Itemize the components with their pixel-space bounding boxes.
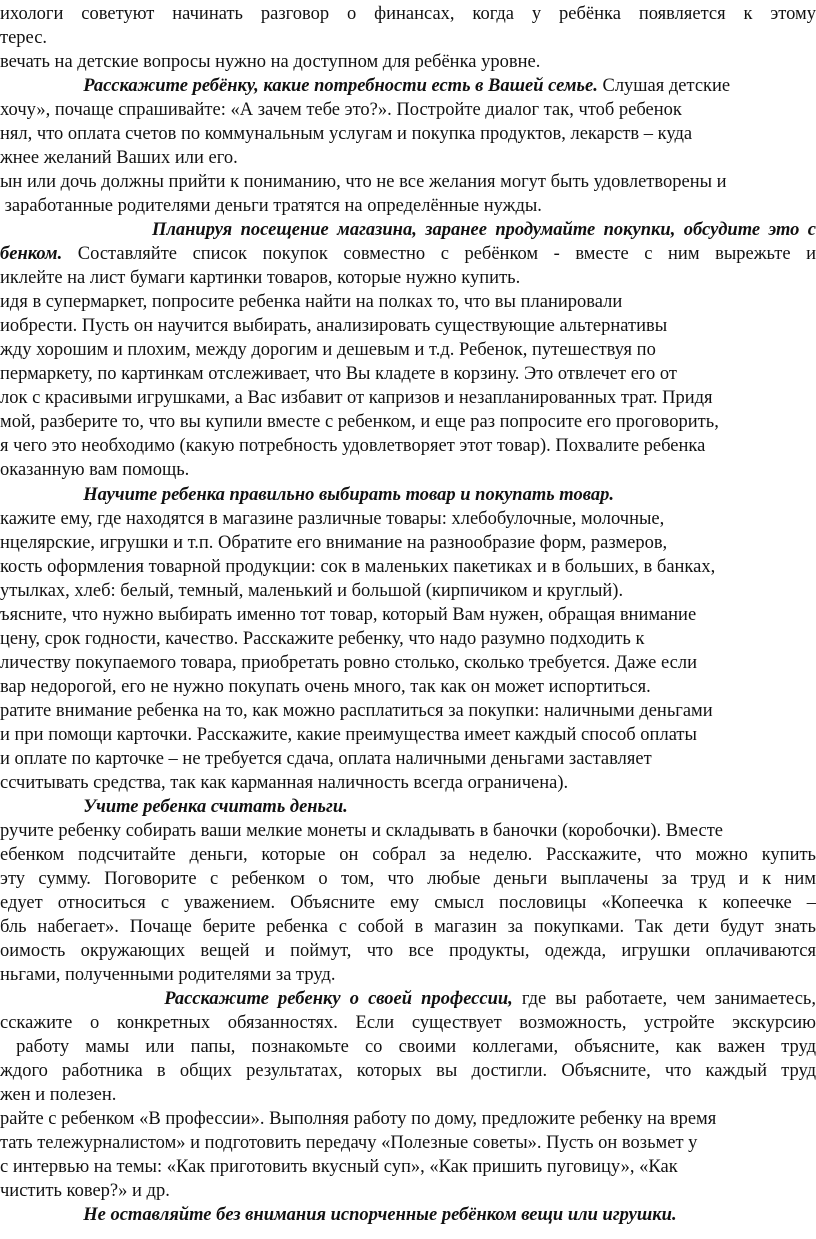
- text-segment: цену, срок годности, качество. Расскажите ребенку, что надо разумно подходить к: [0, 629, 645, 649]
- text-segment: оимость окружающих вещей и поймут, что все продукты, одежда, игрушки оплачиваются: [0, 941, 816, 961]
- text-segment: жду хорошим и плохим, между дорогим и дешевым и т.д. Ребенок, путешествуя по: [0, 340, 656, 360]
- text-segment: [0, 76, 83, 96]
- text-line: [0, 194, 816, 218]
- text-line: [0, 987, 816, 1011]
- bold-italic-heading: Научите ребенка правильно выбирать товар и покупать товар.: [83, 485, 614, 505]
- text-segment: вар недорогой, его не нужно покупать очень много, так как он может испортиться.: [0, 677, 651, 697]
- text-segment: мой, разберите то, что вы купили вместе с ребенком, и еще раз попросите его проговорить,: [0, 412, 719, 432]
- text-line: [0, 747, 816, 771]
- text-segment: Слушая детские: [597, 76, 731, 96]
- text-segment: работу мамы или папы, познакомьте со своими коллегами, объясните, как важен труд: [0, 1037, 816, 1057]
- text-line: [0, 362, 816, 386]
- text-segment: ын или дочь должны прийти к пониманию, что не все желания могут быть удовлетворены и: [0, 172, 727, 192]
- text-segment: жнее желаний Ваших или его.: [0, 148, 238, 168]
- text-segment: иобрести. Пусть он научится выбирать, анализировать существующие альтернативы: [0, 316, 668, 336]
- text-segment: кажите ему, где находятся в магазине различные товары: хлебобулочные, молочные,: [0, 509, 665, 529]
- text-line: [0, 603, 816, 627]
- text-line: [0, 1011, 816, 1035]
- text-line: [0, 170, 816, 194]
- text-segment: хочу», почаще спрашивайте: «А зачем тебе это?». Постройте диалог так, чтоб ребенок: [0, 100, 682, 120]
- text-segment: чистить ковер?» и др.: [0, 1181, 170, 1201]
- text-line: [0, 915, 816, 939]
- text-line: [0, 939, 816, 963]
- text-line: [0, 98, 816, 122]
- text-line: [0, 867, 816, 891]
- text-line: [0, 843, 816, 867]
- text-segment: ъясните, что нужно выбирать именно тот товар, который Вам нужен, обращая внимание: [0, 605, 697, 625]
- text-segment: райте с ребенком «В профессии». Выполняя работу по дому, предложите ребенку на время: [0, 1109, 717, 1129]
- text-line: [0, 74, 816, 98]
- text-line: [0, 795, 816, 819]
- text-segment: с интервью на темы: «Как приготовить вкусный суп», «Как пришить пуговицу», «Как: [0, 1157, 678, 1177]
- text-line: [0, 1083, 816, 1107]
- text-segment: ручите ребенку собирать ваши мелкие монеты и складывать в баночки (коробочки). Вместе: [0, 821, 724, 841]
- text-segment: терес.: [0, 28, 48, 48]
- text-segment: ньгами, полученными родителями за труд.: [0, 965, 336, 985]
- text-segment: вечать на детские вопросы нужно на доступном для ребёнка уровне.: [0, 52, 541, 72]
- text-segment: сскажите о конкретных обязанностях. Если существует возможность, устройте экскурсию: [0, 1013, 816, 1033]
- text-segment: идя в супермаркет, попросите ребенка найти на полках то, что вы планировали: [0, 292, 623, 312]
- text-line: [0, 627, 816, 651]
- text-segment: лок с красивыми игрушками, а Вас избавит от капризов и незапланированных трат. Придя: [0, 388, 713, 408]
- text-line: [0, 242, 816, 266]
- text-segment: тать тележурналистом» и подготовить передачу «Полезные советы». Пусть он возьмет у: [0, 1133, 698, 1153]
- text-line: [0, 483, 816, 507]
- text-segment: я чего это необходимо (какую потребность удовлетворяет этот товар). Похвалите ребенка: [0, 436, 706, 456]
- text-segment: ждого работника в общих результатах, которых вы достигли. Объясните, что каждый труд: [0, 1061, 816, 1081]
- text-line: [0, 314, 816, 338]
- bold-italic-heading: Расскажите ребёнку, какие потребности есть в Вашей семье.: [83, 76, 598, 96]
- text-line: [0, 26, 816, 50]
- text-segment: и оплате по карточке – не требуется сдача, оплата наличными деньгами заставляет: [0, 749, 652, 769]
- bold-italic-heading: Учите ребенка считать деньги.: [83, 797, 348, 817]
- text-segment: кость оформления товарной продукции: сок в маленьких пакетиках и в больших, в банках,: [0, 557, 716, 577]
- text-line: [0, 699, 816, 723]
- text-segment: оказанную вам помощь.: [0, 460, 190, 480]
- text-segment: заработанные родителями деньги тратятся на определённые нужды.: [0, 196, 542, 216]
- text-line: [0, 771, 816, 795]
- text-line: [0, 434, 816, 458]
- text-segment: где вы работаете, чем занимаетесь,: [512, 989, 816, 1009]
- text-segment: ратите внимание ребенка на то, как можно расплатиться за покупки: наличными деньгами: [0, 701, 713, 721]
- text-line: [0, 1131, 816, 1155]
- text-line: [0, 218, 816, 242]
- text-line: [0, 386, 816, 410]
- text-segment: нцелярские, игрушки и т.п. Обратите его внимание на разнообразие форм, размеров,: [0, 533, 668, 553]
- text-line: [0, 507, 816, 531]
- text-segment: иклейте на лист бумаги картинки товаров, которые нужно купить.: [0, 268, 521, 288]
- text-line: [0, 266, 816, 290]
- text-line: [0, 50, 816, 74]
- text-line: [0, 2, 816, 26]
- text-line: [0, 531, 816, 555]
- text-line: [0, 891, 816, 915]
- text-segment: ссчитывать средства, так как карманная наличность всегда ограничена).: [0, 773, 569, 793]
- text-line: [0, 819, 816, 843]
- text-segment: и при помощи карточки. Расскажите, какие преимущества имеет каждый способ оплаты: [0, 725, 697, 745]
- text-segment: утылках, хлеб: белый, темный, маленький и большой (кирпичиком и круглый).: [0, 581, 624, 601]
- text-line: [0, 122, 816, 146]
- text-line: [0, 1035, 816, 1059]
- text-line: [0, 1107, 816, 1131]
- text-line: [0, 723, 816, 747]
- text-segment: нял, что оплата счетов по коммунальным услугам и покупка продуктов, лекарств – куда: [0, 124, 693, 144]
- text-segment: [0, 989, 164, 1009]
- text-segment: едует относиться с уважением. Объясните ему смысл пословицы «Копеечка к копеечке –: [0, 893, 816, 913]
- text-line: [0, 1203, 816, 1227]
- text-segment: жен и полезен.: [0, 1085, 117, 1105]
- text-line: [0, 410, 816, 434]
- text-segment: ебенком подсчитайте деньги, которые он собрал за неделю. Расскажите, что можно купить: [0, 845, 816, 865]
- text-line: [0, 338, 816, 362]
- text-segment: пермаркету, по картинкам отслеживает, что Вы кладете в корзину. Это отвлечет его от: [0, 364, 678, 384]
- text-line: [0, 1155, 816, 1179]
- text-line: [0, 963, 816, 987]
- text-line: [0, 146, 816, 170]
- text-line: [0, 458, 816, 482]
- text-segment: Составляйте список покупок совместно с ребёнком - вместе с ним вырежьте и: [62, 244, 816, 264]
- text-segment: эту сумму. Поговорите с ребенком о том, что любые деньги выплачены за труд и к ним: [0, 869, 816, 889]
- bold-italic-heading: Расскажите ребенку о своей профессии,: [164, 989, 513, 1009]
- text-line: [0, 1059, 816, 1083]
- text-segment: [0, 485, 83, 505]
- bold-italic-heading: бенком.: [0, 244, 63, 264]
- text-line: [0, 675, 816, 699]
- text-line: [0, 555, 816, 579]
- text-line: [0, 290, 816, 314]
- text-line: [0, 651, 816, 675]
- text-line: [0, 1179, 816, 1203]
- text-segment: [0, 797, 83, 817]
- text-segment: бль набегает». Почаще берите ребенка с собой в магазин за покупками. Так дети будут знать: [0, 917, 816, 937]
- text-segment: [0, 220, 152, 240]
- text-segment: [0, 1205, 83, 1225]
- text-segment: личеству покупаемого товара, приобретать ровно столько, сколько требуется. Даже если: [0, 653, 698, 673]
- text-line: [0, 579, 816, 603]
- bold-italic-heading: Планируя посещение магазина, заранее продумайте покупки, обсудите это с: [152, 220, 816, 240]
- text-segment: ихологи советуют начинать разговор о финансах, когда у ребёнка появляется к этому: [0, 4, 816, 24]
- bold-italic-heading: Не оставляйте без внимания испорченные ребёнком вещи или игрушки.: [83, 1205, 677, 1225]
